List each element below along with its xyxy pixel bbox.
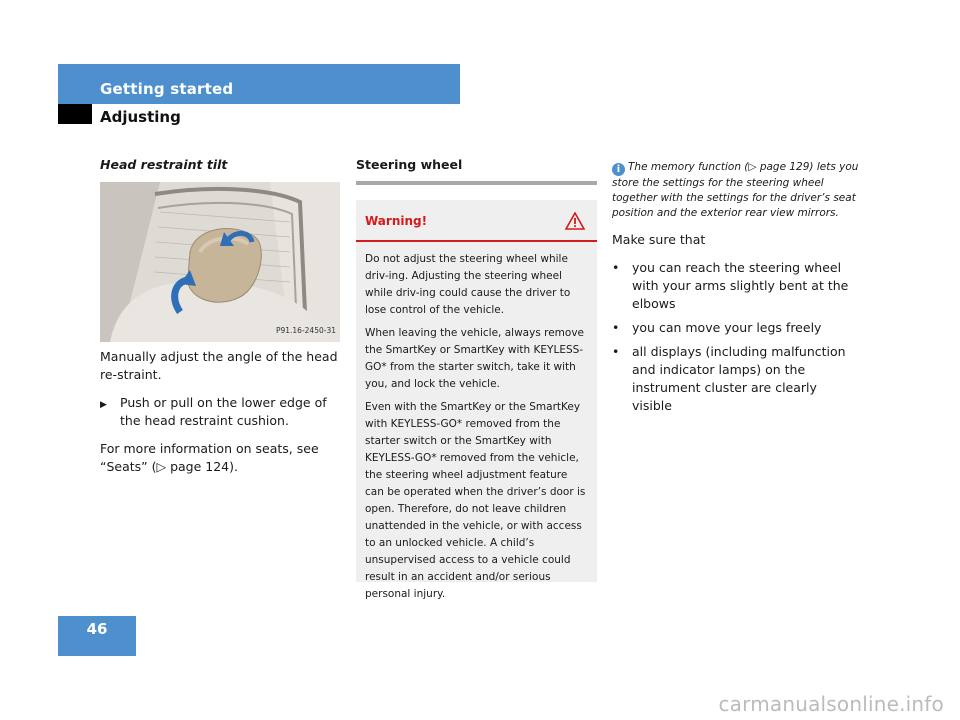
page-number: 46 (58, 616, 136, 656)
list-item (612, 319, 860, 337)
list-item-text: you can move your legs freely (632, 320, 822, 335)
checklist (612, 259, 860, 415)
column-memory-info (612, 160, 860, 421)
paragraph-adjust-angle: Manually adjust the angle of the head re-straint. (100, 349, 338, 382)
bullet-icon: • (612, 260, 620, 275)
warning-box (356, 200, 597, 600)
column-head-restraint (100, 156, 345, 486)
list-item-text: you can reach the steering wheel with your arms slightly bent at the elbows (632, 260, 849, 311)
list-item (612, 343, 860, 415)
subsection-title: Adjusting (100, 108, 181, 126)
heading-steering-wheel: Steering wheel (356, 157, 463, 172)
info-note (612, 160, 860, 221)
bullet-icon: • (612, 344, 620, 359)
warning-paragraph: When leaving the vehicle, always remove the SmartKey or SmartKey with KEYLESS-GO* from the starter switch, take it with you, and lock the vehicle. (365, 327, 584, 390)
info-icon: i (612, 163, 625, 176)
bullet-icon: • (612, 320, 620, 335)
triangle-right-icon: ▶ (100, 400, 107, 410)
warning-label: Warning! (365, 214, 428, 228)
list-item-text: all displays (including malfunction and indicator lamps) on the instrument cluster are clearly visible (632, 344, 846, 413)
watermark-text: carmanualsonline.info (718, 692, 944, 716)
head-restraint-illustration (100, 182, 340, 342)
heading-head-restraint-tilt: Head restraint tilt (100, 157, 228, 172)
warning-header (356, 200, 597, 242)
make-sure-intro: Make sure that (612, 232, 706, 247)
list-item (612, 259, 860, 313)
warning-paragraph: Even with the SmartKey or the SmartKey with KEYLESS-GO* removed from the starter switch or the SmartKey with KEYLESS-GO* removed from the vehicle, the steering wheel adjustment feature can be operated when the driver’s door is open. Therefore, do not leave children unattended in the vehicle, or with access to an unlocked vehicle. A child’s unsupervised access to a vehicle could result in an accident and/or serious personal injury. (365, 401, 586, 600)
header-tab-marker (58, 104, 92, 124)
action-step-text: Push or pull on the lower edge of the head restraint cushion. (120, 395, 327, 428)
image-code: P91.16-2450-31 (275, 326, 336, 335)
column-steering-wheel (356, 156, 597, 600)
info-note-text: The memory function (▷ page 129) lets you store the settings for the steering wheel together with the settings for the driver’s seat position and the exterior rear view mirrors. (612, 161, 859, 219)
section-title: Getting started (100, 80, 234, 98)
warning-triangle-icon (565, 212, 585, 230)
heading-rule (356, 181, 597, 185)
warning-paragraph: Do not adjust the steering wheel while driv-ing. Adjusting the steering wheel while driv-ing could cause the driver to lose control of the vehicle. (365, 253, 571, 316)
head-restraint-photo (100, 182, 340, 342)
action-step (100, 394, 345, 430)
paragraph-seats-reference: For more information on seats, see “Seats” (▷ page 124). (100, 441, 319, 474)
warning-body (356, 242, 597, 603)
